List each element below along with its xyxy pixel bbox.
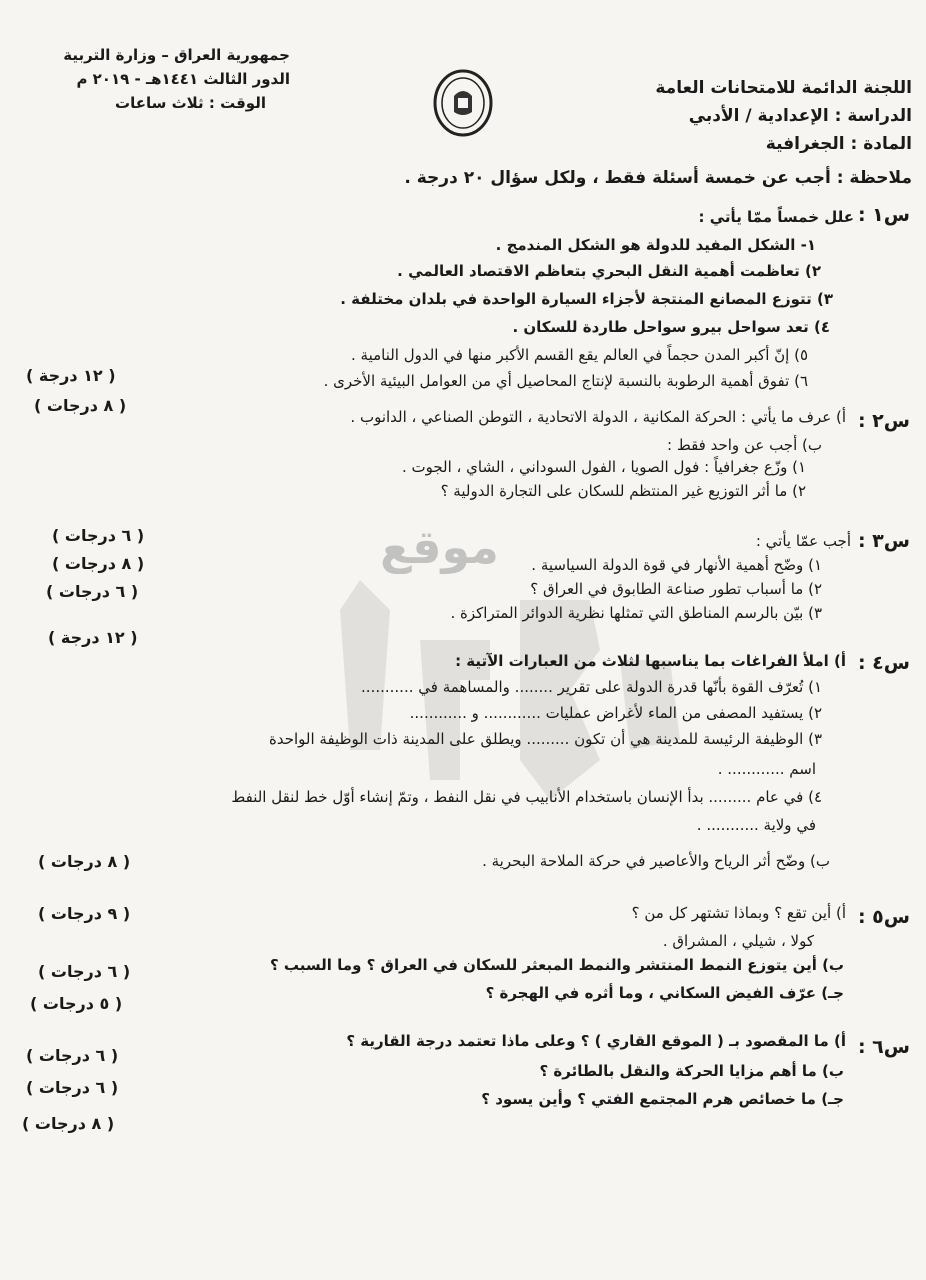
q6-mark-1: ( ٦ درجات )	[26, 1046, 119, 1065]
q5-a-list: كولا ، شيلي ، المشراق .	[662, 932, 814, 950]
exam-note: ملاحظة : أجب عن خمسة أسئلة فقط ، ولكل سؤال ٢٠ درجة .	[404, 168, 912, 188]
q1-item-5: ٥) إنّ أكبر المدن حجماً في العالم يقع القسم الأكبر منها في الدول النامية .	[350, 346, 808, 364]
header-left-line3: الوقت : ثلاث ساعات	[115, 94, 266, 112]
ministry-seal-icon	[432, 68, 494, 138]
q4-a-item-3b: اسم ............ .	[717, 760, 816, 778]
q3-intro: أجب عمّا يأتي :	[755, 532, 851, 550]
q3-mark-3: ( ٦ درجات )	[46, 582, 139, 601]
q1-number: س١ :	[857, 204, 910, 226]
q6-mark-2: ( ٦ درجات )	[26, 1078, 119, 1097]
q4-a-item-4: ٤) في عام ......... بدأ الإنسان باستخدام الأنابيب في نقل النفط ، وتمّ إنشاء أوّل خط لنقل النفط	[231, 788, 822, 806]
q6-c: جـ) ما خصائص هرم المجتمع الفتي ؟ وأين يسود ؟	[481, 1090, 844, 1108]
q4b-mark: ( ٨ درجات )	[38, 852, 131, 871]
q6-number: س٦ :	[857, 1036, 910, 1058]
q5-mark-1: ( ٩ درجات )	[38, 904, 131, 923]
q3-item-3: ٣) بيّن بالرسم المناطق التي تمثلها نظرية الدوائر المتراكزة .	[450, 604, 822, 622]
q1-mark: ( ١٢ درجة )	[26, 366, 116, 385]
q5-mark-3: ( ٥ درجات )	[30, 994, 123, 1013]
q5-b: ب) أين يتوزع النمط المنتشر والنمط المبعثر للسكان في العراق ؟ وما السبب ؟	[269, 956, 844, 974]
q2a-mark: ( ٨ درجات )	[34, 396, 127, 415]
header-right-line1: اللجنة الدائمة للامتحانات العامة	[655, 78, 912, 98]
q6-a: أ) ما المقصود بـ ( الموقع القاري ) ؟ وعلى ماذا تعتمد درجة القارية ؟	[346, 1032, 846, 1050]
q1-item-4: ٤) تعد سواحل بيرو سواحل طاردة للسكان .	[512, 318, 830, 336]
q4-a-item-3: ٣) الوظيفة الرئيسة للمدينة هي أن تكون ......... ويطلق على المدينة ذات الوظيفة الواحدة	[268, 730, 822, 748]
q4-a-intro: أ) املأ الفراغات بما يناسبها لثلاث من العبارات الآتية :	[455, 652, 846, 670]
q1-item-3: ٣) تتوزع المصانع المنتجة لأجزاء السيارة الواحدة في بلدان مختلفة .	[340, 290, 833, 308]
q4-a-item-2: ٢) يستفيد المصفى من الماء لأغراض عمليات ............ و ............	[409, 704, 822, 722]
header-right-line3: المادة : الجغرافية	[765, 134, 912, 154]
q2-number: س٢ :	[857, 410, 910, 432]
q4-a-item-4b: في ولاية ........... .	[696, 816, 816, 834]
q5-mark-2: ( ٦ درجات )	[38, 962, 131, 981]
q3-number: س٣ :	[857, 530, 910, 552]
q1-item-6: ٦) تفوق أهمية الرطوبة بالنسبة لإنتاج المحاصيل أي من العوامل البيئية الأخرى .	[323, 372, 808, 390]
header-right-line2: الدراسة : الإعدادية / الأدبي	[688, 106, 912, 126]
watermark-text: موقع	[380, 520, 499, 574]
q3-mark-2: ( ٨ درجات )	[52, 554, 145, 573]
header-left-line2: الدور الثالث ١٤٤١هـ - ٢٠١٩ م	[76, 70, 290, 88]
q2-b-intro: ب) أجب عن واحد فقط :	[667, 436, 822, 454]
q4-a-item-1: ١) تُعرّف القوة بأنّها قدرة الدولة على تقرير ........ والمساهمة في ...........	[361, 678, 822, 696]
q3-item-2: ٢) ما أسباب تطور صناعة الطابوق في العراق ؟	[530, 580, 822, 598]
q3-item-1: ١) وضّح أهمية الأنهار في قوة الدولة السياسية .	[531, 556, 822, 574]
q4-b: ب) وضّح أثر الرياح والأعاصير في حركة الملاحة البحرية .	[482, 852, 830, 870]
q3-mark-1: ( ٦ درجات )	[52, 526, 145, 545]
q1-intro: علل خمساً ممّا يأتي :	[698, 208, 854, 226]
header-left-line1: جمهورية العراق – وزارة التربية	[63, 46, 290, 64]
q6-b: ب) ما أهم مزايا الحركة والنقل بالطائرة ؟	[539, 1062, 844, 1080]
q4a-mark: ( ١٢ درجة )	[48, 628, 138, 647]
q2-b-item-2: ٢) ما أثر التوزيع غير المنتظم للسكان على التجارة الدولية ؟	[440, 482, 806, 500]
q2-a: أ) عرف ما يأتي : الحركة المكانية ، الدولة الاتحادية ، التوطن الصناعي ، الدانوب .	[350, 408, 846, 426]
q5-number: س٥ :	[857, 906, 910, 928]
q1-item-2: ٢) تعاظمت أهمية النقل البحري بتعاظم الاقتصاد العالمي .	[397, 262, 821, 280]
q6-mark-3: ( ٨ درجات )	[22, 1114, 115, 1133]
q2-b-item-1: ١) وزّع جغرافياً : فول الصويا ، الفول السوداني ، الشاي ، الجوت .	[401, 458, 806, 476]
q5-a: أ) أين تقع ؟ وبماذا تشتهر كل من ؟	[631, 904, 846, 922]
q4-number: س٤ :	[857, 652, 910, 674]
q1-item-1: ١- الشكل المفيد للدولة هو الشكل المندمج .	[495, 236, 816, 254]
q5-c: جـ) عرّف الفيض السكاني ، وما أثره في الهجرة ؟	[485, 984, 844, 1002]
